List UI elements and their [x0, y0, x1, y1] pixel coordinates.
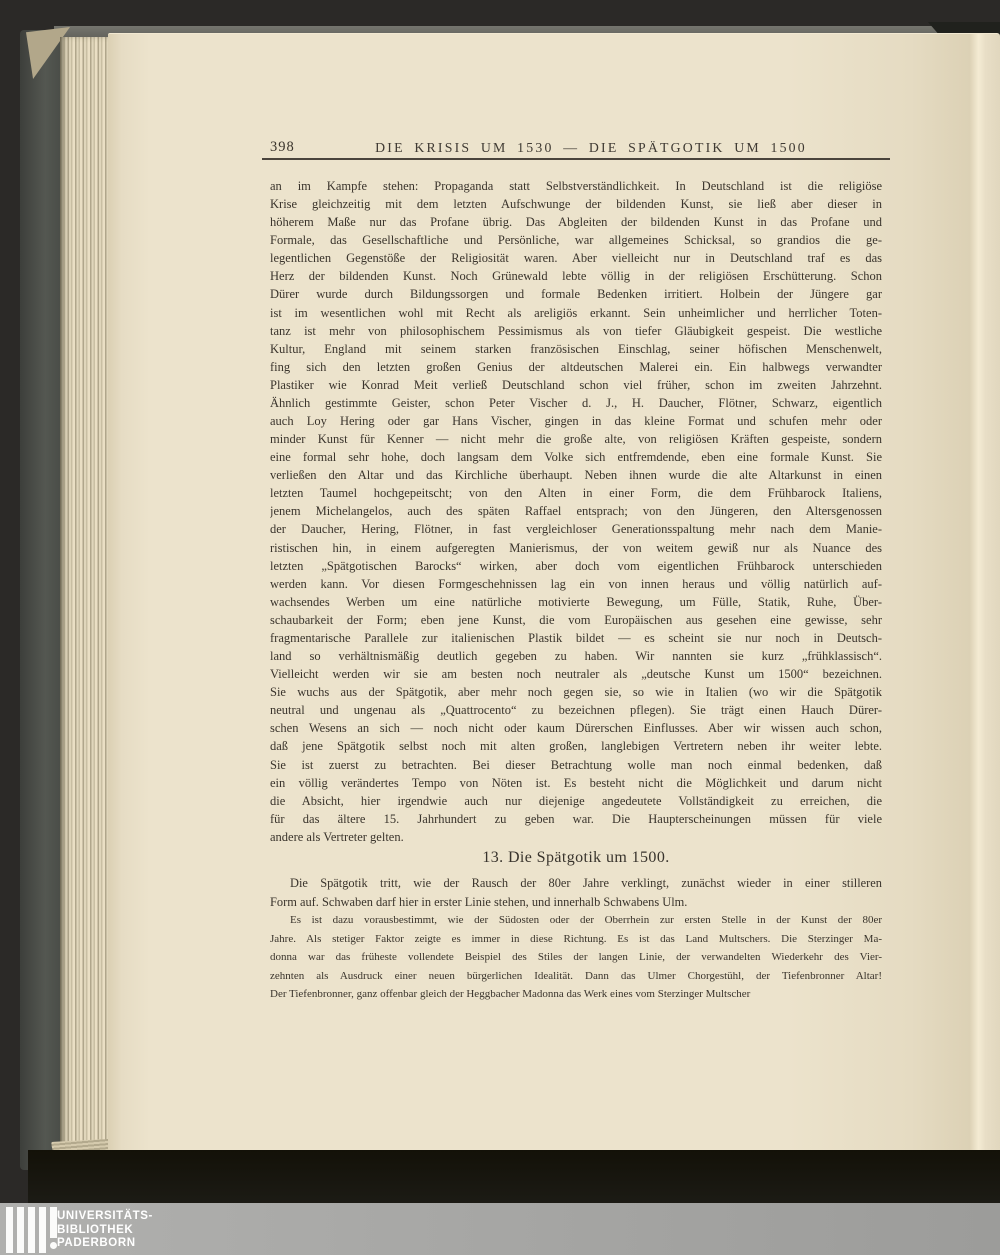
logo-dot: [50, 1242, 57, 1249]
logo-bar-exclamation: [50, 1207, 57, 1253]
text-line: Ähnlich gestimmte Geister, schon Peter Vischer d. J., H. Daucher, Flötner, Schwarz, eigentlich: [270, 395, 882, 410]
library-name-line: BIBLIOTHEK: [57, 1223, 134, 1236]
text-line: schen Wesens an sich — noch nicht oder kaum Dürerschen Einflusses. Aber wir wissen auch schon,: [270, 721, 882, 736]
text-line: eine formal sehr hohe, doch langsam dem Volke sich entfremdende, eben eine formale Kunst. Sie: [270, 450, 882, 465]
text-line: verließen den Altar und das Kirchliche überhaupt. Neben ihnen wurde die alte Altarkunst in einen: [270, 468, 882, 483]
logo-bar: [28, 1207, 35, 1253]
text-line: Herz der bildenden Kunst. Noch Grünewald lebte völlig in der religiösen Erschütterung. Schon: [270, 269, 882, 284]
section-intro-paragraph: [270, 876, 882, 914]
library-name-line: UNIVERSITÄTS-: [57, 1210, 153, 1222]
logo-bar: [17, 1207, 24, 1253]
text-line: Der Tiefenbronner, ganz offenbar gleich der Heggbacher Madonna das Werk eines vom Sterzinger Multscher: [270, 988, 751, 1001]
text-line: Es ist dazu vorausbestimmt, wie der Südosten oder der Oberrhein zur ersten Stelle in der Kunst der 80er: [290, 914, 882, 926]
logo-bar: [6, 1207, 13, 1253]
section-heading: 13. Die Spätgotik um 1500.: [482, 849, 670, 866]
page-number: 398: [270, 139, 295, 155]
text-line: ein völlig verändertes Tempo von Nöten ist. Es besteht nicht die Möglichkeit und darum nicht: [270, 775, 882, 790]
text-line: auch Loy Hering oder gar Hans Vischer, gingen in das kleine Format und schufen mehr oder: [270, 414, 882, 429]
text-line: der Daucher, Hering, Flötner, in fast vergleichloser Generationsspaltung mehr nach dem Manie-: [270, 522, 882, 537]
text-line: für das ältere 15. Jahrhundert zu geben war. Die Haupterscheinungen müssen für viele: [270, 811, 882, 826]
text-line: Jahre. Als stetiger Faktor zeigte es immer in diese Richtung. Es ist das Land Multschers. Die Sterzinger Ma-: [270, 932, 882, 945]
running-title: DIE KRISIS UM 1530 — DIE SPÄTGOTIK UM 1500: [375, 140, 807, 155]
header-rule: [262, 158, 890, 160]
text-line: wachsendes Werben um eine natürliche motivierte Bewegung, um Fülle, Statik, Ruhe, Über-: [270, 594, 882, 609]
text-line: schaubarkeit der Form; eben jene Kunst, die vom Europäischen aus gesehen eine gewisse, sehr: [270, 612, 882, 627]
text-line: fing sich den letzten großen Genius der altdeutschen Malerei ein. Ein halbwegs verwandter: [270, 359, 882, 374]
text-line: fragmentarische Parallele zur italienischen Plastik bildet — es scheint sie nur noch in Deutsch-: [270, 630, 882, 645]
text-line: ristischen hin, in einem aufgeregten Manierismus, der von weitem gewiß nur als Nuance des: [270, 540, 882, 555]
text-line: werden kann. Vor diesen Formgeschehnissen lag ein von innen heraus und völlig natürlich auf-: [270, 576, 882, 591]
section-small-print-paragraph: [270, 914, 882, 1007]
text-line: Kultur, England mit seinem starken französischen Einschlag, seiner höfischen Menschenwelt,: [270, 341, 882, 356]
book-cover-left-edge: [20, 30, 62, 1170]
text-line: höherem Maße nur das Profane übrig. Das Abgleiten der bildenden Kunst in das Profane und: [270, 215, 882, 230]
text-line: letzten „Spätgotischen Barocks“ wirken, aber doch vom eigentlichen Frühbarock unterschieden: [270, 558, 882, 573]
text-line: andere als Vertreter gelten.: [270, 829, 404, 844]
text-line: letzten Taumel hochgepeitscht; von den Alten in einer Form, die dem Frühbarock Italiens,: [270, 486, 882, 501]
text-line: Formale, das Gesellschaftliche und Persönliche, war allgemeines Schicksal, so grandios die ge-: [270, 233, 882, 248]
library-name: [57, 1210, 153, 1251]
library-name-line: PADERBORN: [57, 1237, 136, 1249]
text-line: minder Kunst für Kenner — nicht mehr die große alte, von religiösen Kräften gespeiste, sondern: [270, 432, 882, 447]
text-line: jenem Michelangelos, auch des späten Raffael entsprach; von den Jüngeren, den Altersgenossen: [270, 504, 882, 519]
text-line: zehnten als Ausdruck einer neuen bürgerlichen Idealität. Dann das Ulmer Chorgestühl, der Tiefenbronner Altar!: [270, 969, 882, 982]
ub-paderborn-logo-icon: [6, 1207, 57, 1253]
text-line: neutral und ungenau als „Quattrocento“ zu bezeichnen pflegen). Sie trägt einen Hauch Dürer-: [270, 703, 882, 718]
text-line: ist im wesentlichen wohl mit Recht als areligiös erkannt. Sein unheimlicher und herrlicher Toten-: [270, 305, 882, 320]
text-line: daß jene Spätgotik selbst noch mit alten großen, langlebigen Vertretern neben ihr weiter lebte.: [270, 739, 882, 754]
library-watermark-band: [0, 1203, 1000, 1255]
text-line: Vielleicht werden wir sie am besten noch neutraler als „deutsche Kunst um 1500“ bezeichnen.: [270, 667, 882, 682]
body-paragraph: [270, 179, 882, 848]
text-line: Plastiker wie Konrad Meit verließ Deutschland schon viel früher, schon im zweiten Jahrzehnt.: [270, 377, 882, 392]
logo-bar: [39, 1207, 46, 1253]
text-line: Sie ist zuerst zu betrachten. Bei dieser Betrachtung wolle man noch einmal bedenken, daß: [270, 757, 882, 772]
text-line: Sie wuchs aus der Spätgotik, aber mehr noch gegen sie, so wie in Italien (wo wir die Spätgotik: [270, 685, 882, 700]
text-line: Dürer wurde durch Bildungssorgen und formale Bedenken irritiert. Holbein der Jüngere gar: [270, 287, 882, 302]
text-line: land so verhältnismäßig deutlich gegeben zu haben. Wir nannten sie kurz „frühklassisch“.: [270, 649, 882, 664]
text-line: donna war das früheste vollendete Beispiel des Stiles der langen Linie, der verwandelten Wiederkehr des Vier-: [270, 951, 882, 964]
text-line: die Absicht, hier irgendwie auch nur diejenige angedeutete Vollständigkeit zu erreichen, die: [270, 793, 882, 808]
text-line: tanz ist mehr von philosophischem Pessimismus als von tiefer Gläubigkeit gespeist. Die westliche: [270, 323, 882, 338]
text-line: an im Kampfe stehen: Propaganda statt Selbstverständlichkeit. In Deutschland ist die religiöse: [270, 179, 882, 193]
text-line: Die Spätgotik tritt, wie der Rausch der 80er Jahre verklingt, zunächst wieder in einer stilleren: [290, 876, 882, 890]
text-line: Krise gleichzeitig mit dem letzten Aufschwunge der bildenden Kunst, sie ließ aber dieser in: [270, 197, 882, 212]
page-edge-stack-left: [60, 37, 110, 1157]
printed-text-layer: [270, 0, 882, 1255]
text-line: legentlichen Gegenstöße der Religiosität waren. Aber vielleicht nur in Deutschland traf es das: [270, 251, 882, 266]
logo-bar: [50, 1207, 57, 1238]
text-line: Form auf. Schwaben darf hier in erster Linie stehen, und innerhalb Schwabens Ulm.: [270, 895, 688, 909]
